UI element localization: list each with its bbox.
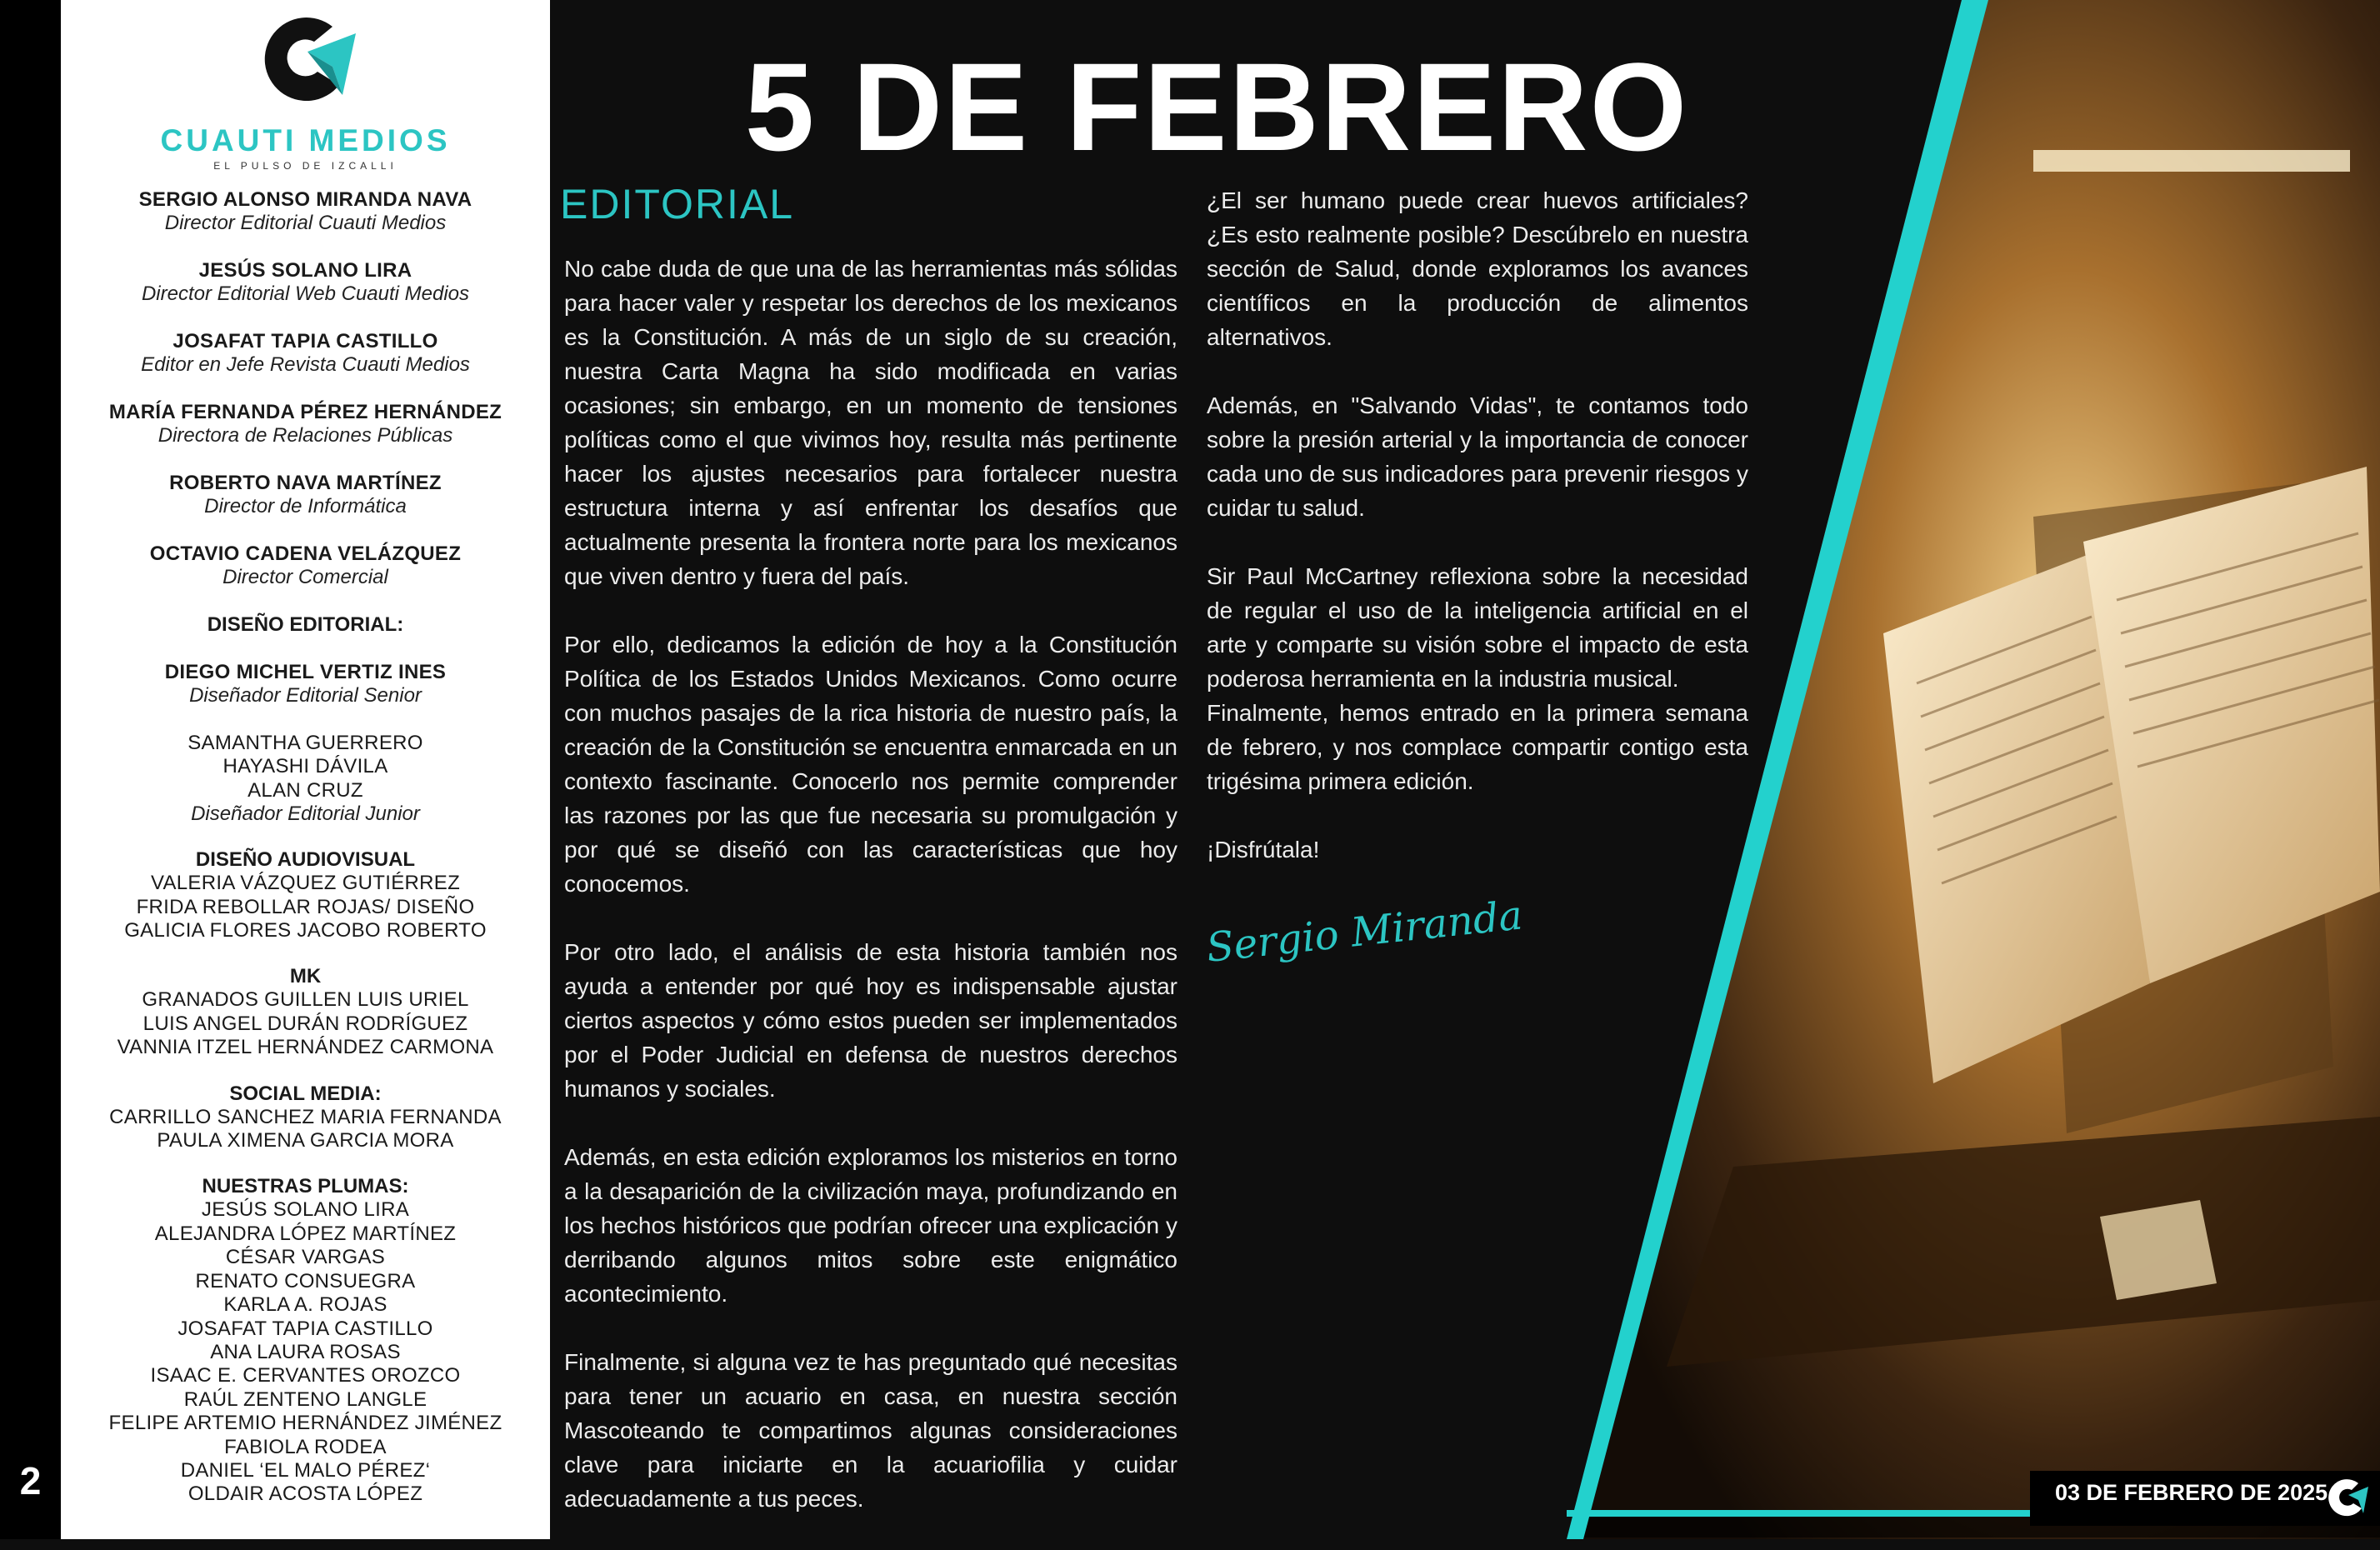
editorial-paragraph: Además, en "Salvando Vidas", te contamos todo sobre la presión arterial y la importancia de conocer cada uno de sus indicadores para prevenir riesgos y cuidar tu salud.	[1207, 392, 1748, 521]
credit-name: PAULA XIMENA GARCIA MORA	[157, 1129, 454, 1152]
section-heading-social-media: SOCIAL MEDIA:	[229, 1082, 382, 1105]
editorial-paragraph: Por ello, dedicamos la edición de hoy a la Constitución Política de los Estados Unidos Mexicanos. Como ocurre con muchos pasajes de la rica historia de nuestro país, la creación de la Constitución se encuentra enmarcada en un contexto fascinante. Conocerlo nos permite comprender las razones por las que fue necesaria su promulgación y por qué se diseñó con las características que hoy conocemos.	[564, 632, 1178, 897]
credit-name: CARRILLO SANCHEZ MARIA FERNANDA	[109, 1105, 502, 1128]
editorial-closing: ¡Disfrútala!	[1207, 837, 1320, 862]
editorial-paragraph: No cabe duda de que una de las herramientas más sólidas para hacer valer y respetar los derechos de los mexicanos es la Constitución. A más de un siglo de su creación, nuestra Carta Magna ha sido modificada en varias ocasiones; sin embargo, en un momento de tensiones políticas como el que vivimos hoy, resulta más pertinente hacer los ajustes necesarios para fortalecer nuestra estructura interna y así enfrentar los desafíos que actualmente presenta la frontera norte para los mexicanos que viven dentro y fuera del país.	[564, 256, 1178, 589]
section-heading-diseno-editorial: DISEÑO EDITORIAL:	[207, 613, 404, 636]
credit-name: DIEGO MICHEL VERTIZ INES	[164, 661, 447, 683]
credit-name: ANA LAURA ROSAS	[210, 1340, 401, 1363]
credit-role: Diseñador Editorial Senior	[189, 684, 422, 707]
cuauti-logo-icon	[2325, 1475, 2370, 1520]
credit-role: Diseñador Editorial Junior	[191, 802, 420, 826]
credit-name: JOSAFAT TAPIA CASTILLO	[172, 330, 438, 352]
credit-name: ISAAC E. CERVANTES OROZCO	[150, 1364, 461, 1388]
credit-name: LUIS ANGEL DURÁN RODRÍGUEZ	[142, 1012, 468, 1035]
credit-name: VALERIA VÁZQUEZ GUTIÉRREZ	[150, 872, 461, 895]
credit-role: Editor en Jefe Revista Cuauti Medios	[141, 353, 470, 376]
cuauti-logo-icon	[249, 8, 362, 108]
credit-role: Director Comercial	[222, 566, 388, 588]
credit-name: SERGIO ALONSO MIRANDA NAVA	[138, 188, 472, 211]
editorial-column-1	[564, 252, 1178, 1550]
credit-name: JESÚS SOLANO LIRA	[198, 259, 412, 282]
credit-name: HAYASHI DÁVILA	[222, 755, 388, 778]
credit-name: VANNIA ITZEL HERNÁNDEZ CARMONA	[117, 1036, 494, 1059]
credit-name: RAÚL ZENTENO LANGLE	[183, 1388, 428, 1411]
credit-name: SAMANTHA GUERRERO	[188, 732, 423, 754]
credit-name: OCTAVIO CADENA VELÁZQUEZ	[149, 542, 462, 565]
brand-name: CUAUTI MEDIOS	[160, 123, 451, 158]
editorial-paragraph: Finalmente, hemos entrado en la primera semana de febrero, y nos complace compartir contigo esta trigésima primera edición.	[1207, 700, 1748, 794]
credits-list	[61, 188, 550, 1507]
issue-date: 03 DE FEBRERO DE 2025	[2055, 1480, 2328, 1505]
credit-name: FABIOLA RODEA	[224, 1435, 387, 1458]
credits-sidebar	[61, 0, 550, 1539]
credit-name: FRIDA REBOLLAR ROJAS/ DISEÑO	[136, 895, 475, 918]
section-heading-mk: MK	[289, 965, 322, 988]
editorial-paragraph: ¿El ser humano puede crear huevos artificiales? ¿Es esto realmente posible? Descúbrelo en nuestra sección de Salud, donde exploramos los avances científicos en la producción de alimentos alternativos.	[1207, 188, 1748, 350]
editor-signature: Sergio Miranda	[1204, 892, 1525, 972]
left-margin-strip	[0, 0, 61, 1539]
section-heading-nuestras-plumas: NUESTRAS PLUMAS:	[202, 1175, 409, 1198]
page-title: 5 DE FEBRERO	[744, 37, 1689, 177]
credit-name: FELIPE ARTEMIO HERNÁNDEZ JIMÉNEZ	[108, 1412, 502, 1435]
credit-role: Directora de Relaciones Públicas	[158, 424, 453, 447]
credit-name: JOSAFAT TAPIA CASTILLO	[178, 1317, 433, 1340]
credit-name: KARLA A. ROJAS	[223, 1293, 388, 1317]
editorial-paragraph: Finalmente, si alguna vez te has preguntado qué necesitas para tener un acuario en casa, en nuestra sección Mascoteando te compartimos algunas consideraciones clave para iniciarte en la acuariofilia y cuidar adecuadamente a tus peces.	[564, 1349, 1178, 1512]
section-heading-diseno-audiovisual: DISEÑO AUDIOVISUAL	[195, 848, 416, 872]
brand-tagline: EL PULSO DE IZCALLI	[213, 160, 398, 172]
editorial-paragraph: Además, en esta edición exploramos los misterios en torno a la desaparición de la civilización maya, profundizando en los hechos históricos que podrían ofrecer una explicación y derribando algunos mitos sobre este enigmático acontecimiento.	[564, 1144, 1178, 1307]
editorial-paragraph: Por otro lado, el análisis de esta historia también nos ayuda a entender por qué hoy es indispensable ajustar ciertos aspectos y cómo estos pueden ser implementados por el Poder Judicial en defensa de nuestros derechos humanos y sociales.	[564, 939, 1178, 1102]
editorial-paragraph: Sir Paul McCartney reflexiona sobre la necesidad de regular el uso de la inteligencia artificial en el arte y comparte su visión sobre el impacto de esta poderosa herramienta en la industria musical.	[1207, 563, 1748, 692]
page-number: 2	[19, 1459, 42, 1502]
constitution-book-photo	[1567, 0, 2380, 1539]
credit-name: DANIEL ‘EL MALO PÉREZ‘	[180, 1458, 431, 1482]
credit-role: Director Editorial Cuauti Medios	[164, 212, 447, 234]
credit-name: ALAN CRUZ	[248, 778, 363, 802]
credit-role: Director Editorial Web Cuauti Medios	[141, 282, 470, 305]
credit-name: ALEJANDRA LÓPEZ MARTÍNEZ	[154, 1222, 457, 1245]
credit-role: Director de Informática	[204, 495, 407, 518]
credit-name: ROBERTO NAVA MARTÍNEZ	[169, 472, 442, 494]
credit-name: MARÍA FERNANDA PÉREZ HERNÁNDEZ	[108, 401, 502, 423]
credit-name: GALICIA FLORES JACOBO ROBERTO	[124, 919, 487, 942]
credit-name: JESÚS SOLANO LIRA	[201, 1198, 410, 1222]
credit-name: GRANADOS GUILLEN LUIS URIEL	[142, 988, 469, 1012]
credit-name: OLDAIR ACOSTA LÓPEZ	[188, 1482, 423, 1506]
credit-name: CÉSAR VARGAS	[225, 1246, 386, 1269]
editorial-heading: EDITORIAL	[560, 181, 795, 228]
credit-name: RENATO CONSUEGRA	[195, 1269, 416, 1292]
